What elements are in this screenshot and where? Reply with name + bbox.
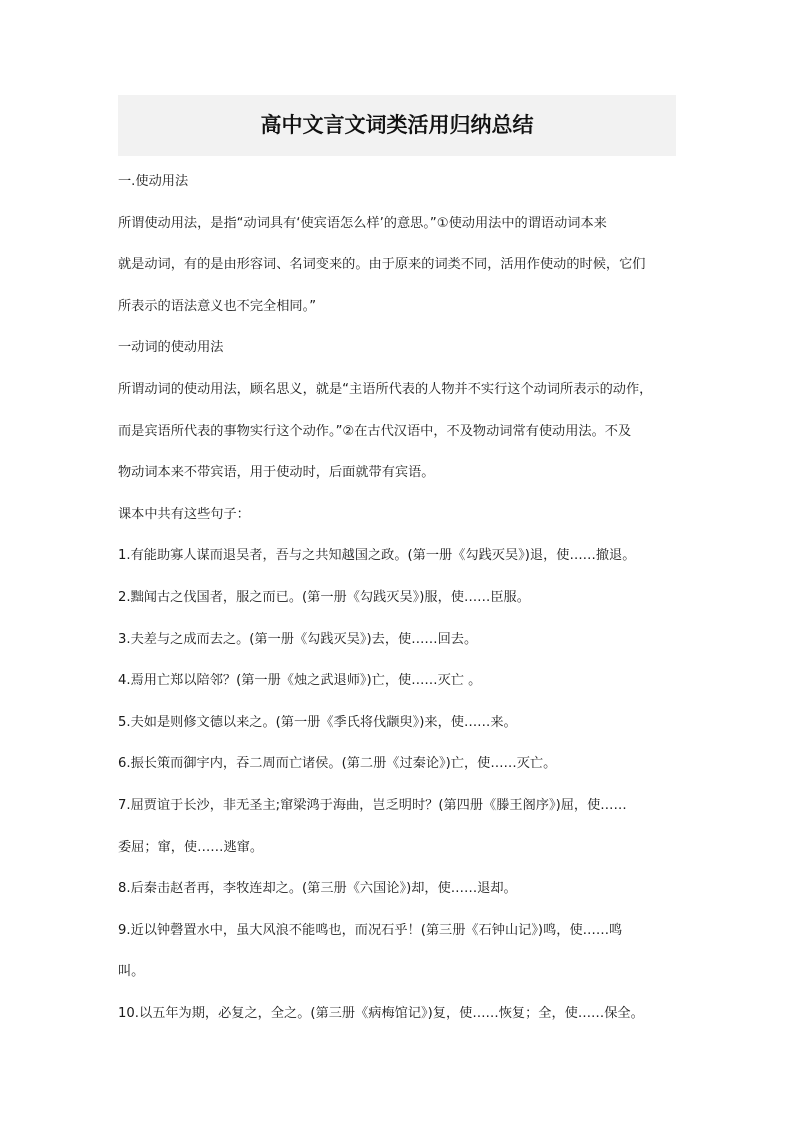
example-item: 6.振长策而御宇内，吞二周而亡诸侯。(第二册《过秦论》)亡，使……灭亡。 <box>118 756 557 772</box>
paragraph-line: 所谓使动用法，是指“动词具有‘使宾语怎么样’的意思。”①使动用法中的谓语动词本来 <box>118 215 607 231</box>
example-item: 10.以五年为期，必复之，全之。(第三册《病梅馆记》)复，使……恢复；全，使……保全。 <box>118 1005 644 1021</box>
example-item: 8.后秦击赵者再，李牧连却之。(第三册《六国论》)却，使……退却。 <box>118 881 517 897</box>
document-title: 高中文言文词类活用归纳总结 <box>260 113 534 137</box>
subsection-heading: 一动词的使动用法 <box>118 340 224 356</box>
section-heading: 一.使动用法 <box>118 174 189 189</box>
paragraph-line: 物动词本来不带宾语，用于使动时，后面就带有宾语。 <box>118 465 435 481</box>
example-item: 4.焉用亡郑以陪邻？(第一册《烛之武退师》)亡，使……灭亡 。 <box>118 673 482 689</box>
example-item: 7.屈贾谊于长沙，非无圣主;窜梁鸿于海曲，岂乏明时？(第四册《滕王阁序》)屈，使…… <box>118 797 627 813</box>
paragraph-line: 就是动词，有的是由形容词、名词变来的。由于原来的词类不同，活用作使动的时候，它们 <box>118 257 646 273</box>
paragraph-line: 所谓动词的使动用法，顾名思义，就是“主语所代表的人物并不实行这个动词所表示的动作， <box>118 381 653 397</box>
example-item: 5.夫如是则修文德以来之。(第一册《季氏将伐颛臾》)来，使……来。 <box>118 714 517 730</box>
example-item-continuation: 叫。 <box>118 964 145 980</box>
paragraph-line: 所表示的语法意义也不完全相同。” <box>118 298 317 314</box>
example-item: 1.有能助寡人谋而退吴者，吾与之共知越国之政。(第一册《勾践灭吴》)退，使……撤退。 <box>118 548 636 564</box>
example-item-continuation: 委屈；窜，使……逃窜。 <box>118 839 264 855</box>
list-intro: 课本中共有这些句子： <box>118 506 250 522</box>
example-item: 3.夫差与之成而去之。(第一册《勾践灭吴》)去，使……回去。 <box>118 631 478 647</box>
example-item: 9.近以钟磬置水中，虽大风浪不能鸣也，而况石乎！(第三册《石钟山记》)鸣，使……鸣 <box>118 922 623 938</box>
paragraph-line: 而是宾语所代表的事物实行这个动作。”②在古代汉语中，不及物动词常有使动用法。不及 <box>118 423 632 439</box>
example-item: 2.黜闻古之伐国者，服之而已。(第一册《勾践灭吴》)服，使……臣服。 <box>118 589 530 605</box>
title-band <box>118 95 676 156</box>
document-body <box>118 161 678 1034</box>
